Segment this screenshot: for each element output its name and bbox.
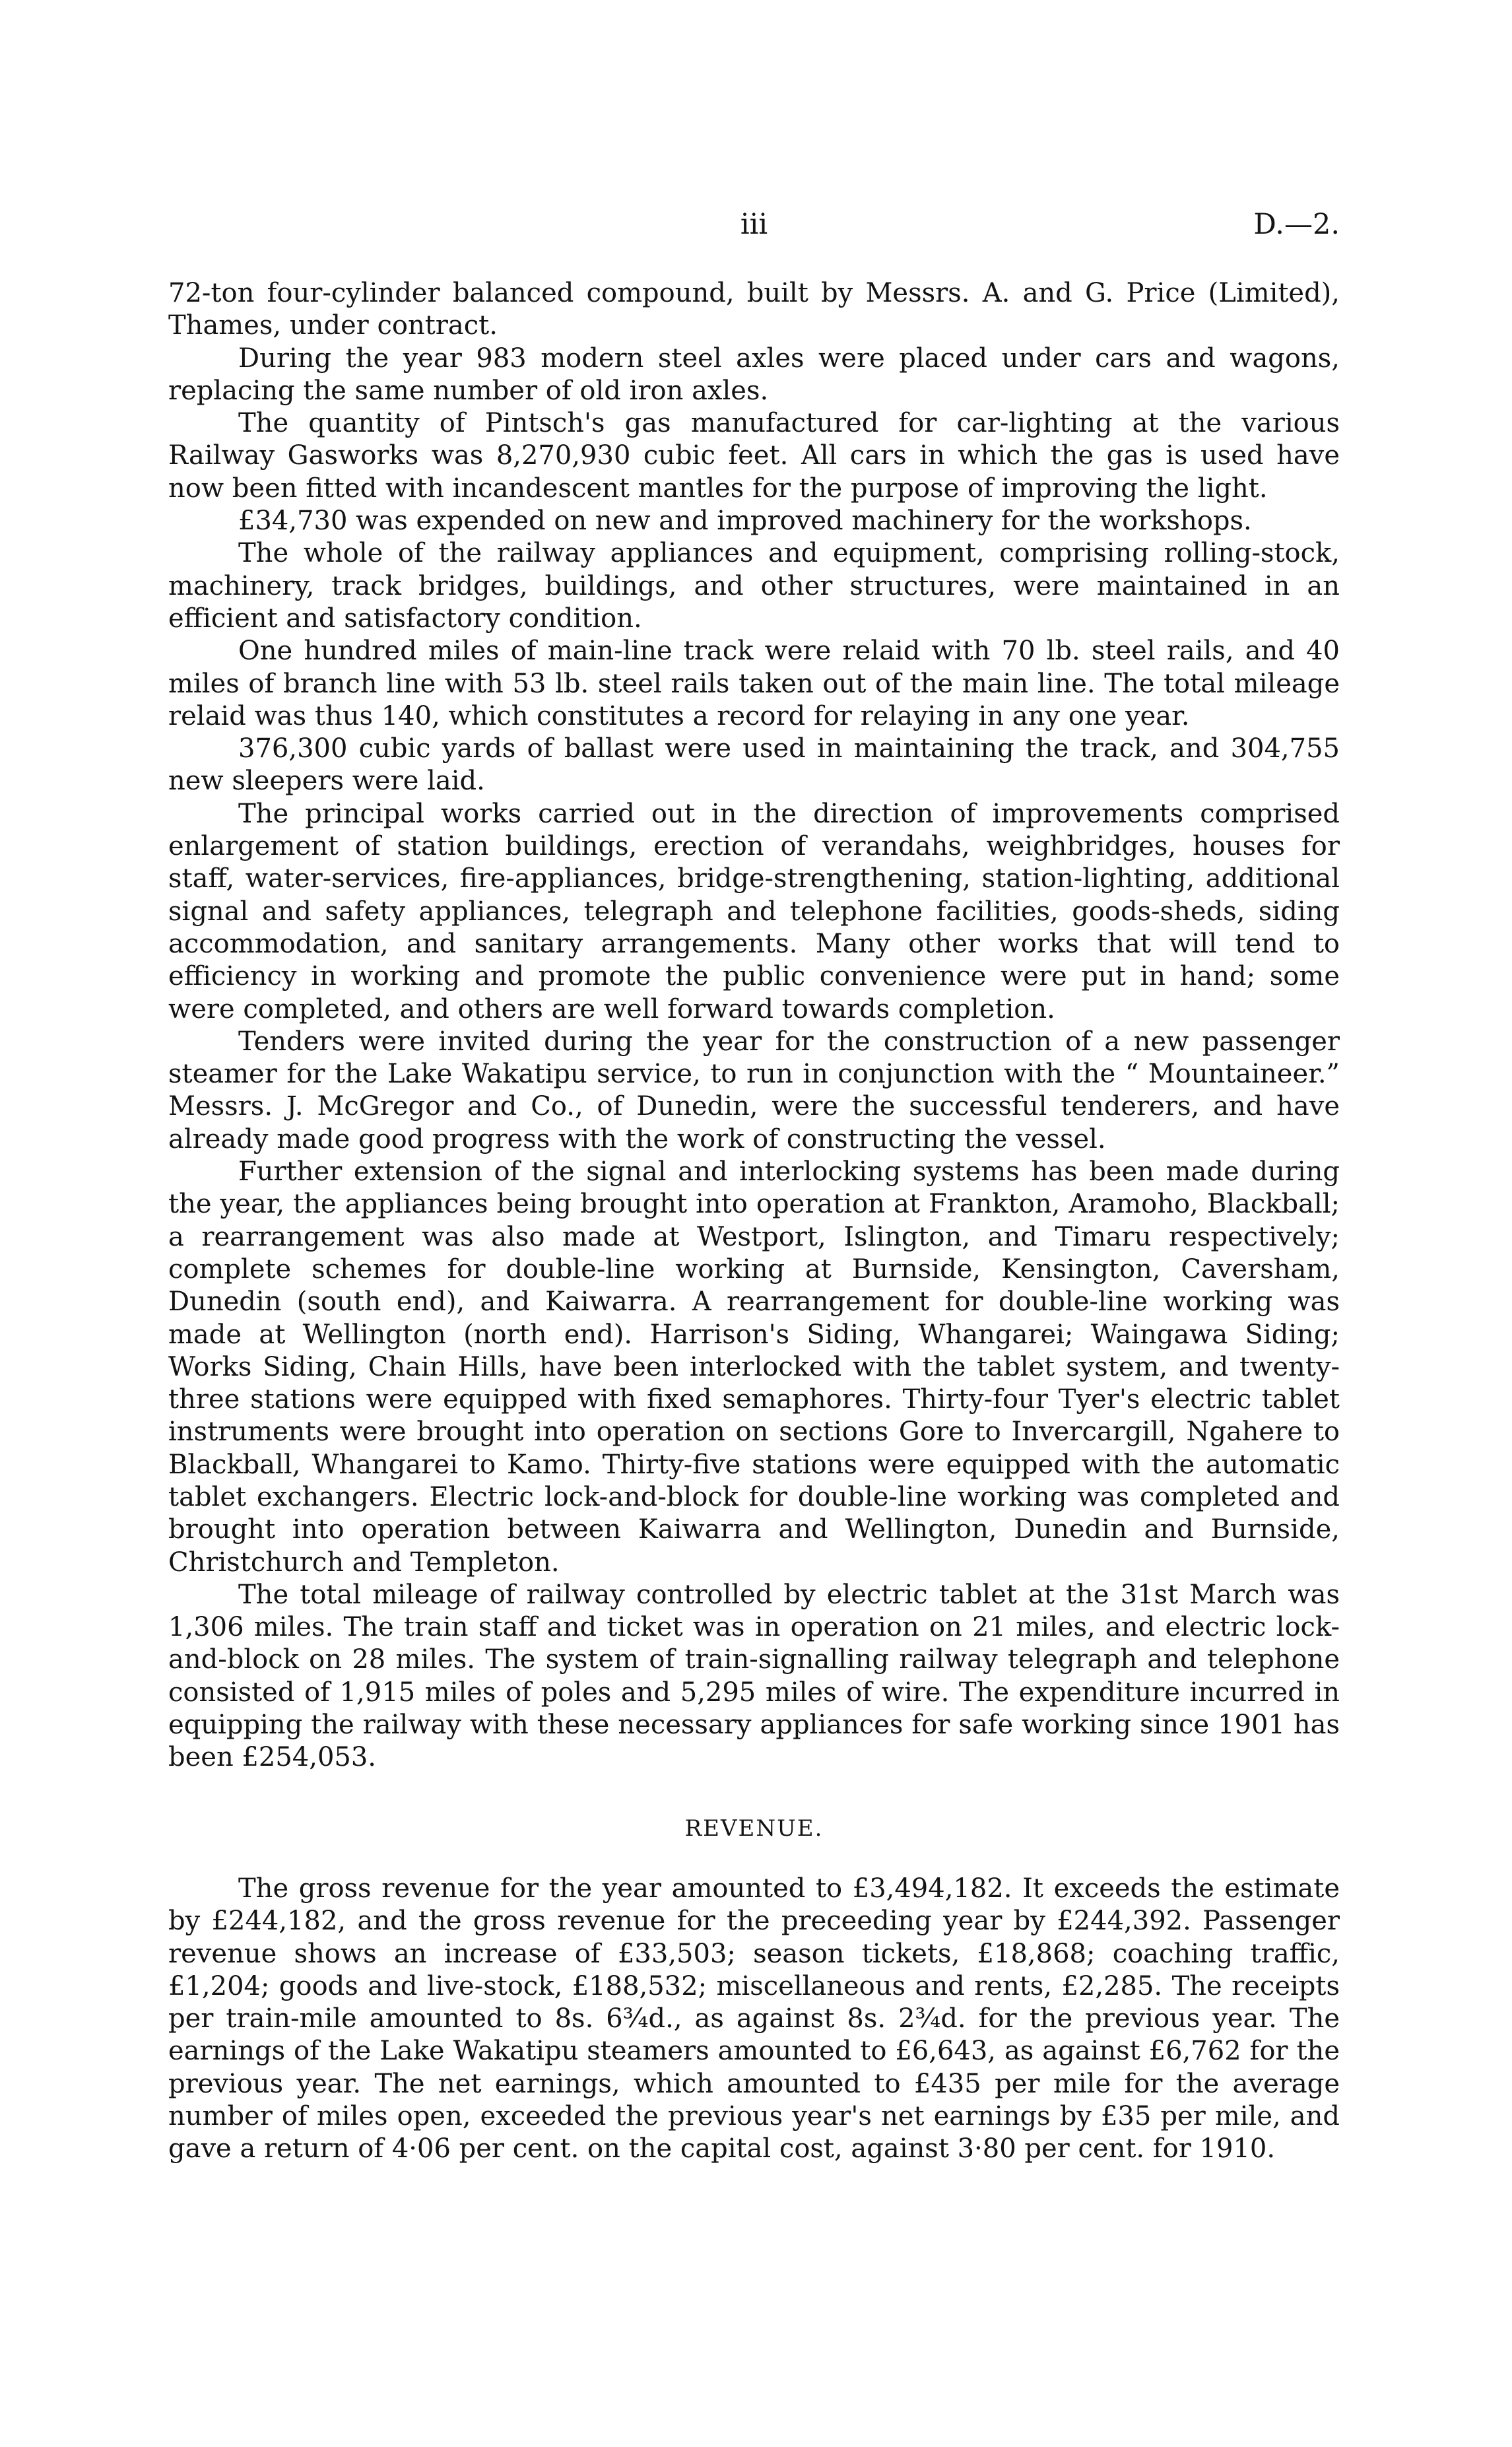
paragraph-improvements: The principal works carried out in the direction of improvements comprised enlargement of station buildings, erection of verandahs, weighbridges, houses for staff, water-services, fire-appliances, bridge-strengthening, station-lighting, additional signal and safety appliances, telegraph and telephone facilities, goods-sheds, siding accommodation, and sanitary arrangements. Many other works that will tend to efficiency in working and promote the public convenience were put in hand; some were completed, and others are well forward towards completion.: [168, 798, 1340, 1024]
paragraph-signalling: Further extension of the signal and interlocking systems has been made during the year, the appliances being brought into operation at Frankton, Aramoho, Blackball; a rearrangement was also made at Westport, Islington, and Timaru respectively; complete schemes for double-line working at Burnside, Kensington, Caversham, Dunedin (south end), and Kaiwarra. A rearrangement for double-line working was made at Wellington (north end). Harrison's Siding, Whangarei; Waingawa Siding; Works Siding, Chain Hills, have been interlocked with the tablet system, and twenty-three stations were equipped with fixed semaphores. Thirty-four Tyer's electric tablet instruments were brought into operation on sections Gore to Invercargill, Ngahere to Blackball, Whangarei to Kamo. Thirty-five stations were equipped with the automatic tablet exchangers. Electric lock-and-block for double-line working was completed and brought into operation between Kaiwarra and Wellington, Dunedin and Burnside, Christchurch and Templeton.: [168, 1156, 1340, 1578]
paragraph-axles: During the year 983 modern steel axles were placed under cars and wagons, replacing the same number of old iron axles.: [168, 343, 1340, 406]
paragraph-tablet-mileage: The total mileage of railway controlled by electric tablet at the 31st March was 1,306 miles. The train staff and ticket was in operation on 21 miles, and electric lock-and-block on 28 miles. The system of train-signalling railway telegraph and telephone consisted of 1,915 miles of poles and 5,295 miles of wire. The expenditure incurred in equipping the railway with these necessary appliances for safe working since 1901 has been £254,053.: [168, 1579, 1340, 1773]
paragraph-gas: The quantity of Pintsch's gas manufactured for car-lighting at the various Railway Gasworks was 8,270,930 cubic feet. All cars in which the gas is used have now been fitted with incandescent mantles for the purpose of improving the light.: [168, 408, 1340, 504]
paragraph-revenue: The gross revenue for the year amounted to £3,494,182. It exceeds the estimate by £244,182, and the gross revenue for the preceeding year by £244,392. Passenger revenue shows an increase of £33,503; season tickets, £18,868; coaching traffic, £1,204; goods and live-stock, £188,532; miscellaneous and rents, £2,285. The receipts per train-mile amounted to 8s. 6¾d., as against 8s. 2¾d. for the previous year. The earnings of the Lake Wakatipu steamers amounted to £6,643, as against £6,762 for the previous year. The net earnings, which amounted to £435 per mile for the average number of miles open, exceeded the previous year's net earnings by £35 per mile, and gave a return of 4·06 per cent. on the capital cost, against 3·80 per cent. for 1910.: [168, 1873, 1340, 2164]
revenue-heading: REVENUE.: [684, 1815, 824, 1842]
body-text: [168, 277, 1340, 2166]
paragraph-ballast: 376,300 cubic yards of ballast were used in maintaining the track, and 304,755 new sleepers were laid.: [168, 733, 1340, 797]
paragraph-machinery: £34,730 was expended on new and improved machinery for the workshops.: [238, 506, 1252, 537]
document-code: D.—2.: [1253, 208, 1340, 241]
page-header: [168, 208, 1340, 248]
paragraph-steamer: Tenders were invited during the year for the construction of a new passenger steamer for the Lake Wakatipu service, to run in conjunction with the “ Mountaineer.” Messrs. J. McGregor and Co., of Dunedin, were the successful tenderers, and have already made good progress with the work of constructing the vessel.: [168, 1026, 1340, 1155]
page-number: iii: [740, 208, 768, 241]
paragraph-track-relaid: One hundred miles of main-line track were relaid with 70 lb. steel rails, and 40 miles of branch line with 53 lb. steel rails taken out of the main line. The total mileage relaid was thus 140, which constitutes a record for relaying in any one year.: [168, 636, 1340, 731]
paragraph-maintenance: The whole of the railway appliances and equipment, comprising rolling-stock, machinery, track bridges, buildings, and other structures, were maintained in an efficient and satisfactory condition.: [168, 538, 1340, 634]
paragraph-continuation: 72-ton four-cylinder balanced compound, built by Messrs. A. and G. Price (Limited), Thames, under contract.: [168, 278, 1340, 341]
